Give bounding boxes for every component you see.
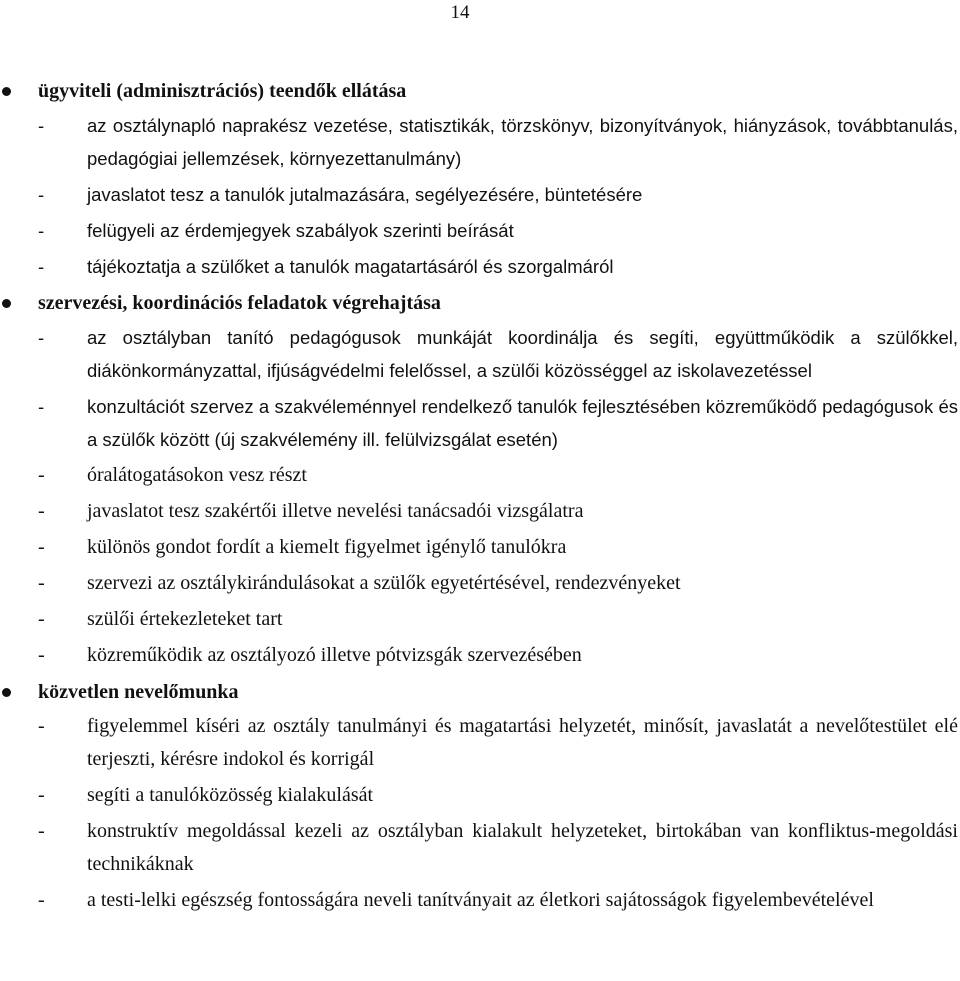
section-heading-text: szervezési, koordinációs feladatok végrehajtása [38,292,441,314]
bullet-dot [2,87,11,96]
list-item [0,815,958,881]
list-item-text: figyelemmel kíséri az osztály tanulmányi és magatartási helyzetét, minősít, javaslatát a nevelőtestület elé terjeszti, kérésre indokol és korrigál [87,715,958,770]
list-item-text: a testi-lelki egészség fontosságára neveli tanítványait az életkori sajátosságok figyelembevételével [87,889,874,911]
dash-marker: - [38,820,45,842]
bullet-dot [2,688,11,697]
list-item-text: konzultációt szervez a szakvéleménnyel rendelkező tanulók fejlesztésében közreműködő pedagógusok és a szülők között (új szakvélemény ill. felülvizsgálat esetén) [87,396,958,450]
list-item-text: közreműködik az osztályozó illetve pótvizsgák szervezésében [87,644,582,666]
dash-marker: - [38,889,45,911]
list-item [0,459,958,492]
list-item [0,884,958,917]
list-item-text: szervezi az osztálykirándulásokat a szülők egyetértésével, rendezvényeket [87,572,681,594]
dash-marker: - [38,572,45,594]
list-item [0,779,958,812]
dash-marker: - [38,715,45,737]
list-item-text: az osztályban tanító pedagógusok munkáját koordinálja és segíti, együttműködik a szülőkkel, diákönkormányzattal, ifjúságvédelmi felelőssel, a szülői közösséggel az iskolavezetéssel [87,327,958,381]
dash-marker: - [38,115,45,136]
list-item [0,214,958,247]
list-item [0,109,958,175]
page-number: 14 [450,2,470,23]
bullet-dot [2,299,11,308]
dash-marker: - [38,256,45,277]
document-body [0,74,960,920]
list-item [0,710,958,776]
dash-marker: - [38,396,45,417]
section-heading-education [0,675,960,710]
dash-marker: - [38,184,45,205]
list-item-text: óralátogatásokon vesz részt [87,464,307,486]
list-item-text: különös gondot fordít a kiemelt figyelmet igénylő tanulókra [87,536,567,558]
list-item-text: javaslatot tesz szakértői illetve nevelési tanácsadói vizsgálatra [87,500,584,522]
list-item [0,178,958,211]
section-heading-text: ügyviteli (adminisztrációs) teendők ellátása [38,80,407,102]
section-heading-organization [0,286,960,321]
dash-marker: - [38,608,45,630]
list-item [0,531,958,564]
list-item [0,250,958,283]
list-item-text: javaslatot tesz a tanulók jutalmazására, segélyezésére, büntetésére [87,184,643,205]
list-item-text: felügyeli az érdemjegyek szabályok szerinti beírását [87,220,514,241]
list-item [0,639,958,672]
list-item [0,603,958,636]
section-heading-text: közvetlen nevelőmunka [38,681,239,703]
list-item-text: segíti a tanulóközösség kialakulását [87,784,374,806]
list-item-text: tájékoztatja a szülőket a tanulók magatartásáról és szorgalmáról [87,256,614,277]
list-item [0,495,958,528]
list-item-text: konstruktív megoldással kezeli az osztályban kialakult helyzeteket, birtokában van konfliktus-megoldási technikáknak [87,820,958,875]
section-heading-administration [0,74,960,109]
dash-marker: - [38,464,45,486]
list-item [0,321,958,387]
list-item [0,567,958,600]
dash-marker: - [38,536,45,558]
dash-marker: - [38,220,45,241]
list-item [0,390,958,456]
dash-marker: - [38,784,45,806]
dash-marker: - [38,644,45,666]
dash-marker: - [38,327,45,348]
list-item-text: szülői értekezleteket tart [87,608,283,630]
dash-marker: - [38,500,45,522]
list-item-text: az osztálynapló naprakész vezetése, statisztikák, törzskönyv, bizonyítványok, hiányzások, továbbtanulás, pedagógiai jellemzések, környezettanulmány) [87,115,958,169]
